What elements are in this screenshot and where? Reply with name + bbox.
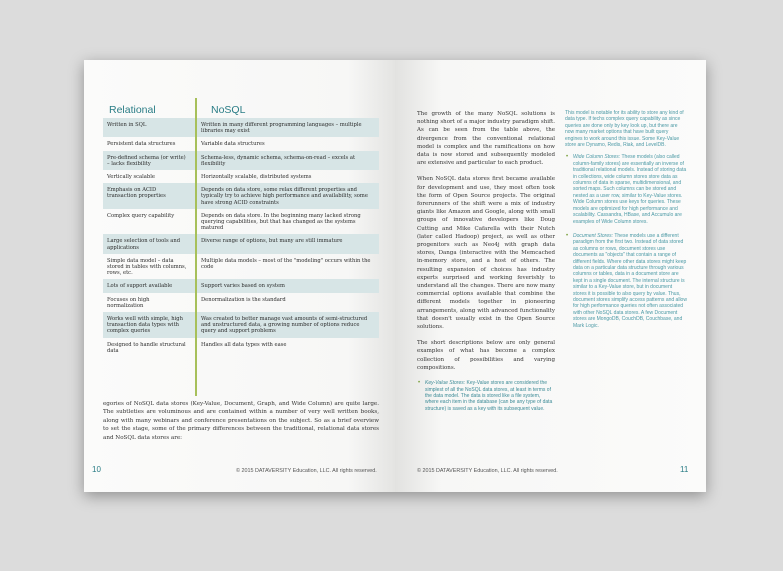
- cell-relational: Focuses on high normalization: [107, 296, 150, 309]
- table-row: [103, 279, 379, 292]
- cell-nosql: Denormalization is the standard: [201, 296, 286, 303]
- right-page: [395, 60, 706, 492]
- paragraph: The growth of the many NoSQL solutions is nothing short of a major industry paradigm shift. As can be seen from the table above, the divergence from the conventional relational model is complex and the ramifications on how data is now stored and subsequently modeled are extensive and particular to each product.: [417, 111, 555, 167]
- cell-relational: Lots of support available: [107, 283, 173, 290]
- table-row: [103, 151, 379, 170]
- magazine-spread: [84, 60, 706, 492]
- table-header: [103, 98, 379, 118]
- cell-nosql: Variable data structures: [201, 141, 265, 148]
- table-row: [103, 183, 379, 209]
- bullet-text: These models (also called column-family stores) are essentially an inverse of traditional relational models. Instead of storing data in collections, wide column stores store data as columns of data in sparse, multidimensional, and sorted maps. Such columns can be stored and nested as a user row, similar to Key-Value stores. Wide Column stores use keys for queries. These models are optimized for high performance and scalability. Cassandra, HBase, and Accumulo are examples of Wide Column stores.: [573, 154, 687, 225]
- cell-nosql: Depends on data store. In the beginning many lacked strong querying capabilities, but that has changed as the systems matured: [201, 212, 361, 232]
- bullet-text: Key-Value stores are considered the simplest of all the NoSQL data stores, at least in terms of the data model. The data is stored like a file system, where each item in the database (can be any type of data structure) is saved as a key with its subsequent value.: [425, 380, 553, 412]
- table-row: [103, 170, 379, 183]
- cell-relational: Simple data model – data stored in tables with columns, rows, etc.: [107, 257, 187, 277]
- page-number-right: 11: [680, 465, 689, 474]
- right-column-1: [417, 110, 555, 420]
- cell-relational: Works well with simple, high transaction data types with complex queries: [107, 316, 183, 335]
- cell-relational: Written in SQL: [107, 122, 147, 128]
- table-row: [103, 209, 379, 235]
- bullet-document: [565, 233, 687, 329]
- cell-nosql: Handles all data types with ease: [201, 341, 287, 348]
- page-number-left: 10: [92, 465, 101, 474]
- bullet-title: Key-Value Stores:: [425, 380, 466, 387]
- table-row: [103, 137, 379, 150]
- cell-relational: Designed to handle structural data: [107, 341, 186, 354]
- right-column-2: [565, 110, 687, 337]
- cell-relational: Large selection of tools and applications: [107, 238, 181, 251]
- cell-nosql: Horizontally scalable, distributed systems: [201, 174, 312, 181]
- bullet-wide-column: [565, 154, 687, 224]
- table-row: [103, 312, 379, 338]
- table-row: [103, 254, 379, 280]
- header-relational: Relational: [109, 104, 156, 116]
- bullet-key-value: [417, 380, 555, 412]
- comparison-table: [103, 98, 379, 357]
- cell-nosql: Written in many different programming languages – multiple libraries may exist: [201, 122, 362, 135]
- paragraph: The short descriptions below are only general examples of what has become a complex collection of possibilities and varying compositions.: [417, 340, 555, 371]
- paragraph: When NoSQL data stores first became available for development and use, they most often took the form of Open Source projects. The original forerunners of the shift were a mix of industry giants like Amazon and Google, along with small groups of innovative developers like Doug Cutting and Mike Cafarella with their Nutch (later called Hadoop) project, as well as other progenitors such as Neo4j with graph data stores, Danga (interactive with the Memcached in-memory store, and a host of others. The resulting expansion of choices has industry experts surprised and working feverishly to understand all the changes. There are now many commercial options available that combine the different models together in pioneering arrangements, along with advanced functionality that doesn't usually exist in the Open Source solutions.: [417, 176, 555, 331]
- table-row: [103, 338, 379, 357]
- paragraph: This model is notable for its ability to store any kind of data type. If techs complex query capability as since queries are done only by key look up, but there are now many market options that have built query engines to work around this issue. Some Key-Value store are Dynamo, Redis, Riak, and LevelDB.: [565, 110, 684, 149]
- cell-nosql: Multiple data models – most of the "modeling" occurs within the code: [201, 257, 371, 271]
- bullet-title: Wide Column Stores:: [573, 154, 621, 161]
- bullet-text: These models use a different paradigm from the first two. Instead of data stored as columns or rows, document stores use documents as "objects" that contain a range of different fields. Where other data stores might keep data on a particular data structure through various columns or tables, data in a document store are kept in a single document. The internal structure is similar to a Key-Value store, but in document stores it is possible to also query by value. Thus, document stores simplify access patterns and allow for high performance queries not often associated with other NoSQL data stores. A few Document stores are MongoDB, CouchDB, Couchbase, and Mark Logic.: [573, 232, 687, 329]
- cell-relational: Complex query capability: [107, 212, 175, 219]
- cell-relational: Emphasis on ACID transaction properties: [107, 187, 166, 200]
- header-nosql: NoSQL: [211, 104, 246, 116]
- table-row: [103, 118, 379, 137]
- cell-nosql: Support varies based on system: [201, 283, 285, 290]
- column-divider: [195, 98, 197, 396]
- cell-nosql: Depends on data store, some relax different properties and typically try to achieve high performance and availability, some have strong ACID constraints: [201, 187, 368, 206]
- cell-nosql: Schema-less, dynamic schema, schema-on-read – excels at flexibility: [201, 154, 356, 167]
- bullet-title: Document Stores:: [573, 232, 614, 239]
- cell-relational: Persistent data structures: [107, 141, 176, 148]
- table-row: [103, 234, 379, 253]
- cell-nosql: Diverse range of options, but many are still immature: [201, 238, 343, 245]
- cell-relational: Pre-defined schema (or write) – lacks flexibility: [107, 154, 186, 167]
- cell-relational: Vertically scalable: [107, 174, 155, 181]
- cell-nosql: Was created to better manage vast amounts of semi-structured and unstructured data, a growing number of options reduce query and support problems: [201, 316, 368, 335]
- left-body-text: egories of NoSQL data stores (Key-Value, Document, Graph, and Wide Column) are quite large. The subtleties are voluminous and are contained within a number of very well written books, along with many webinars and conference presentations on the subject. So as a brief overview to set the stage, some of the primary differences between the traditional, relational data stores and NoSQL data stores are:: [103, 401, 379, 441]
- table-row: [103, 293, 379, 312]
- left-page: [84, 60, 395, 492]
- footer-left: © 2015 DATAVERSITY Education, LLC. All rights reserved.: [236, 468, 377, 474]
- footer-right: © 2015 DATAVERSITY Education, LLC. All rights reserved.: [417, 468, 558, 474]
